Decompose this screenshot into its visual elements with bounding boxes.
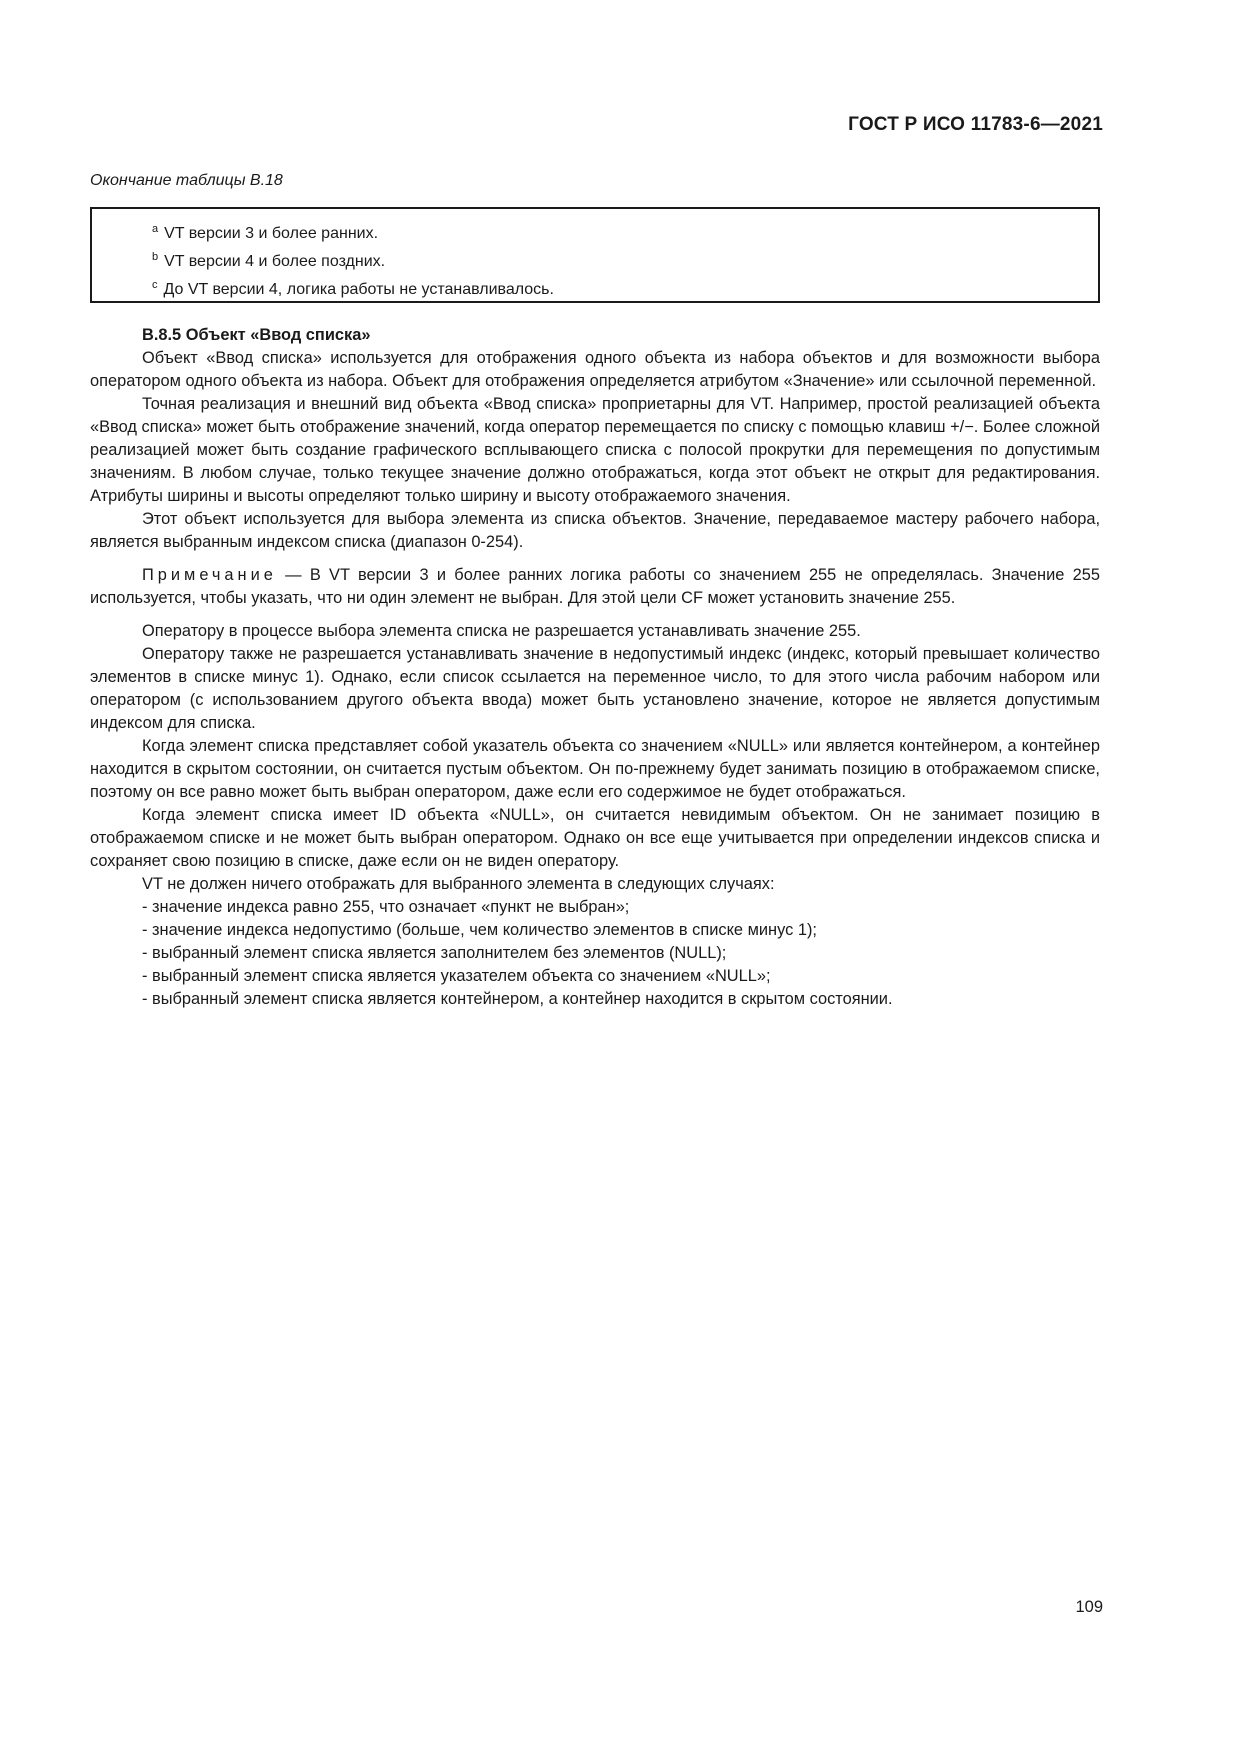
- list-item: - выбранный элемент списка является указателем объекта со значением «NULL»;: [142, 967, 771, 985]
- footnote-mark: b: [152, 251, 159, 263]
- list-item: - выбранный элемент списка является контейнером, а контейнер находится в скрытом состоянии.: [142, 990, 893, 1008]
- table-footnotes-box: [90, 207, 1100, 303]
- paragraph: Оператору в процессе выбора элемента списка не разрешается устанавливать значение 255.: [142, 622, 861, 640]
- footnote-text: VT версии 4 и более поздних.: [164, 253, 386, 270]
- paragraph: Оператору также не разрешается устанавливать значение в недопустимый индекс (индекс, который превышает количество элементов в списке минус 1). Однако, если список ссылается на переменное число, то для этого числа рабочим набором или оператором (с использованием другого объекта ввода) может быть установлено значение, которое не является допустимым индексом для списка.: [90, 645, 1100, 732]
- page-number: 109: [1075, 1598, 1103, 1616]
- paragraph: VT не должен ничего отображать для выбранного элемента в следующих случаях:: [142, 875, 775, 893]
- paragraph: Когда элемент списка представляет собой указатель объекта со значением «NULL» или является контейнером, а контейнер находится в скрытом состоянии, он считается пустым объектом. Он по-прежнему будет занимать позицию в отображаемом списке, поэтому он все равно может быть выбран оператором, даже если его содержимое не будет отображаться.: [90, 737, 1100, 801]
- document-header: ГОСТ Р ИСО 11783-6—2021: [848, 114, 1103, 135]
- note: [90, 564, 1100, 610]
- paragraph: Когда элемент списка имеет ID объекта «NULL», он считается невидимым объектом. Он не занимает позицию в отображаемом списке и не может быть выбран оператором. Однако он все еще учитывается при определении индексов списка и сохраняет свою позицию в списке, даже если он не виден оператору.: [90, 806, 1100, 870]
- footnote-text: До VT версии 4, логика работы не устанавливалось.: [163, 281, 554, 298]
- footnote-text: VT версии 3 и более ранних.: [164, 225, 379, 242]
- footnote-mark: a: [152, 223, 159, 235]
- section-content: [90, 324, 1100, 1011]
- note-label: Примечание: [142, 566, 277, 584]
- section-title: В.8.5 Объект «Ввод списка»: [142, 326, 371, 344]
- table-caption: Окончание таблицы В.18: [90, 172, 283, 189]
- paragraph: Этот объект используется для выбора элемента из списка объектов. Значение, передаваемое мастеру рабочего набора, является выбранным индексом списка (диапазон 0-254).: [90, 510, 1100, 551]
- paragraph: Объект «Ввод списка» используется для отображения одного объекта из набора объектов и для возможности выбора оператором одного объекта из набора. Объект для отображения определяется атрибутом «Значение» или ссылочной переменной.: [90, 349, 1100, 390]
- footnote-a: [152, 215, 1098, 243]
- footnote-mark: c: [152, 279, 158, 291]
- list-item: - значение индекса недопустимо (больше, чем количество элементов в списке минус 1);: [142, 921, 817, 939]
- list-item: - значение индекса равно 255, что означает «пункт не выбран»;: [142, 898, 630, 916]
- footnote-c: [152, 271, 1098, 299]
- paragraph: Точная реализация и внешний вид объекта «Ввод списка» проприетарны для VT. Например, простой реализацией объекта «Ввод списка» может быть отображение значений, когда оператор перемещается по списку с помощью клавиш +/−. Более сложной реализацией может быть создание графического всплывающего списка с полосой прокрутки для перемещения по допустимым значениям. В любом случае, только текущее значение должно отображаться, когда этот объект не открыт для редактирования. Атрибуты ширины и высоты определяют только ширину и высоту отображаемого значения.: [90, 395, 1100, 505]
- footnote-b: [152, 243, 1098, 271]
- note-text: — В VT версии 3 и более ранних логика работы со значением 255 не определялась. Значение 255 используется, чтобы указать, что ни один элемент не выбран. Для этой цели CF может установить значение 255.: [90, 566, 1100, 607]
- list-item: - выбранный элемент списка является заполнителем без элементов (NULL);: [142, 944, 727, 962]
